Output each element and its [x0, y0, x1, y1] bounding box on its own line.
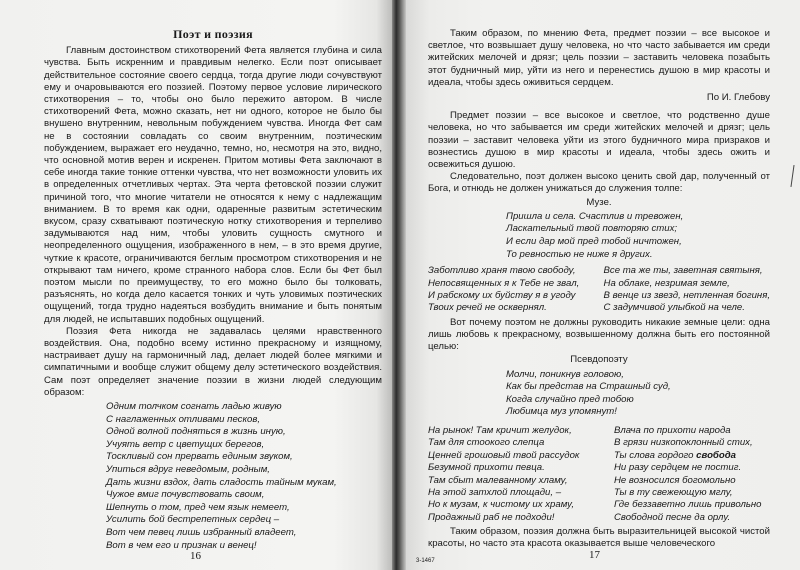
- pencil-mark: [790, 165, 794, 187]
- poem-verse: [106, 401, 382, 552]
- verse-line: Но к музам, к чистому их храму,: [428, 499, 574, 511]
- verse-line: И если дар мой пред тобой ничтожен,: [506, 236, 682, 248]
- verse-line: Ты в ту свежеющую мглу,: [614, 487, 733, 499]
- bold-word: свобода: [696, 449, 736, 461]
- right-page-text: [428, 28, 770, 551]
- verse-line: На рынок! Там кричит желудок,: [428, 425, 572, 437]
- verse-line: Усилить бой бестрепетных сердец –: [106, 514, 280, 526]
- verse-line: Безумной прихоти певца.: [428, 462, 545, 474]
- poem-title: Псевдопоэту: [570, 354, 628, 366]
- poem-title: Музе.: [586, 196, 612, 208]
- verse-line: Непосвященных я к Тебе не звал,: [428, 277, 580, 289]
- verse-line: На облаке, незримая земле,: [603, 277, 730, 289]
- verse-line: Там для стоокого слепца: [428, 437, 545, 449]
- left-page-text: [44, 28, 382, 552]
- verse-line: Дать жизни вздох, дать сладость тайным мукам,: [106, 476, 337, 488]
- verse-line-text: Ты слова гордого: [614, 449, 694, 461]
- verse-line: В грязи низкопоклонный стих,: [614, 437, 753, 449]
- verse-line: С наглаженных отливами песков,: [106, 413, 261, 425]
- paragraph: Поэзия Фета никогда не задавалась целями нравственного воздействия. Она, подобно всему истинно прекрасному и изящному, настраивает душу на гармоничный лад, делает людей более мягкими и симпатичными и вообще служит общему делу эстетического воздействия. Сам поэт определяет значение поэзии в жизни людей следующим образом:: [44, 325, 382, 398]
- verse-line: Вот чем певец лишь избранный владеет,: [106, 527, 297, 539]
- verse-line: И рабскому их буйству я в угоду: [428, 290, 576, 302]
- page-number: 16: [190, 550, 201, 562]
- paragraph: Предмет поэзии – все высокое и светлое, что родственно душе человека, но что забывается им среди житейских мелочей и дрязг; цель поэзии – заставит человека уйти из этого будничного мира призраков и вознестись душою в мир красоты и идеала, чтобы здесь ожить и освежиться душою.: [428, 110, 770, 171]
- poem-column-left: [428, 265, 604, 315]
- verse-line: То ревностью не ниже я других.: [506, 248, 653, 260]
- printer-signature: 3-1467: [416, 558, 435, 564]
- page-number: 17: [589, 549, 600, 561]
- attribution: По И. Глебову: [706, 92, 770, 104]
- verse-line: Где беззаветно лишь привольно: [614, 499, 762, 511]
- verse-line: Пришла и села. Счастлив и тревожен,: [506, 210, 684, 222]
- verse-line: Когда случайно пред тобою: [506, 393, 634, 405]
- paragraph: Главным достоинством стихотворений Фета является глубина и сила чувства. Быть искренним и правдивым нелегко. Если поэт описывает действительное состояние своего сердца, тогда другие люди сочувствуют ему и очаровываются его поэзией. Поэтому первое условие лирического стихотворения – то, чтобы оно было пережито автором. В числе стихотворений Фета, можно сказать, нет ни одного, которое не было бы внушено внутренним, невольным побуждением чувства. Иногда Фет сам не в состоянии совладать со своим внутренним, поэтическим побуждением, выражает его неудачно, темно, но, несмотря на это, видно, что основной мотив верен и искренен. Притом мотивы Фета заключают в себе иногда такие тонкие оттенки чувства, что нет возможности уловить их в определенных отчетливых чертах. Эта черта фетовской поэзии служит причиной того, что многие читатели не относятся к нему с надлежащим вниманием. В то время как одни, одаренные развитым эстетическим вкусом, сразу схватывают поэтическую нотку стихотворения и терпеливо задумываются над ним, чтобы уловить сущность смутного и неопределенного ощущения, изображенного в нем, – в это время другие, чуткие к красоте, ограничиваются беглым просмотром стихотворения и не открывают там ничего, кроме странного набора слов. Если бы Фет был поэтом мысли по преимуществу, то его можно было бы толковать, разъяснять, но когда дело касается тонких и чуть уловимых поэтических ощущений, тогда трудно надеяться возбудить внимание и быть понятым для людей, не испытавших подобных ощущений.: [44, 45, 382, 325]
- verse-line: На этой затхлой площади, –: [428, 487, 562, 499]
- verse-line: Ласкательный твой повторяю стих;: [506, 223, 678, 235]
- paragraph: Таким образом, по мнению Фета, предмет поэзии – все высокое и светлое, что возвышает душу человека, но что часто забывается им среди житейских мелочей и дрязг; цель поэзии – заставить человека позабыть этот будничный мир, уйти из него и перенестись душою в мир красоты и идеала, чтобы здесь оживиться сердцем.: [428, 28, 770, 88]
- poem-column-right: [614, 425, 770, 524]
- verse-line: Там сбыт малеванному хламу,: [428, 474, 568, 486]
- poem-two-columns: [428, 265, 770, 315]
- verse-line: С задумчивой улыбкой на челе.: [603, 302, 745, 314]
- paragraph: Следовательно, поэт должен высоко ценить свой дар, полученный от Бога, и отнюдь не должен унижаться до служения толпе:: [428, 171, 770, 195]
- verse-line: Вот в чем его и признак и венец!: [106, 539, 257, 551]
- verse-line: Свободной песне да орлу.: [614, 511, 731, 523]
- poem-column-left: [428, 425, 614, 524]
- poem-stanza: [506, 211, 770, 261]
- verse-line: [614, 450, 770, 462]
- poem-stanza: [506, 369, 770, 419]
- verse-line: Все та же ты, заветная святыня,: [603, 265, 763, 277]
- right-page: [406, 0, 800, 570]
- verse-line: Чужое вмиг почувствовать своим,: [106, 489, 265, 501]
- poem-two-columns: [428, 425, 770, 524]
- verse-line: Продажный раб не подходи!: [428, 511, 555, 523]
- verse-line: В венце из звезд, нетленная богиня,: [603, 290, 770, 302]
- paragraph: Вот почему поэтом не должны руководить никакие земные цели: одна лишь любовь к прекрасному, возвышенному должна быть его постоянной целью:: [428, 316, 770, 353]
- verse-line: Одним толчком согнать ладью живую: [106, 401, 282, 413]
- verse-line: Как бы представ на Страшный суд,: [506, 381, 671, 393]
- left-page: [0, 0, 392, 570]
- verse-line: Молчи, поникнув головою,: [506, 368, 624, 380]
- poem-column-right: [604, 265, 770, 315]
- verse-line: Не возносился богомольно: [614, 474, 736, 486]
- verse-line: Ценней грошовый твой рассудок: [428, 449, 580, 461]
- book-spine-gutter: [392, 0, 406, 570]
- verse-line: Заботливо храня твою свободу,: [428, 265, 576, 277]
- verse-line: Твоих речей не осквернял.: [428, 302, 547, 314]
- verse-line: Одной волной подняться в жизнь иную,: [106, 426, 286, 438]
- verse-line: Шепнуть о том, пред чем язык немеет,: [106, 501, 290, 513]
- verse-line: Тоскливый сон прервать единым звуком,: [106, 451, 293, 463]
- verse-line: Учуять ветр с цветущих берегов,: [106, 438, 265, 450]
- verse-line: Ни разу сердцем не постиг.: [614, 462, 742, 474]
- chapter-title: Поэт и поэзия: [173, 27, 253, 41]
- verse-line: Любимца муз упомянут!: [506, 406, 617, 418]
- verse-line: Упиться вдруг неведомым, родным,: [106, 464, 270, 476]
- verse-line: Влача по прихоти народа: [614, 425, 731, 437]
- paragraph: Таким образом, поэзия должна быть выразительницей высокой чистой красоты, но часто эта красота оказывается выше человеческого: [428, 526, 770, 550]
